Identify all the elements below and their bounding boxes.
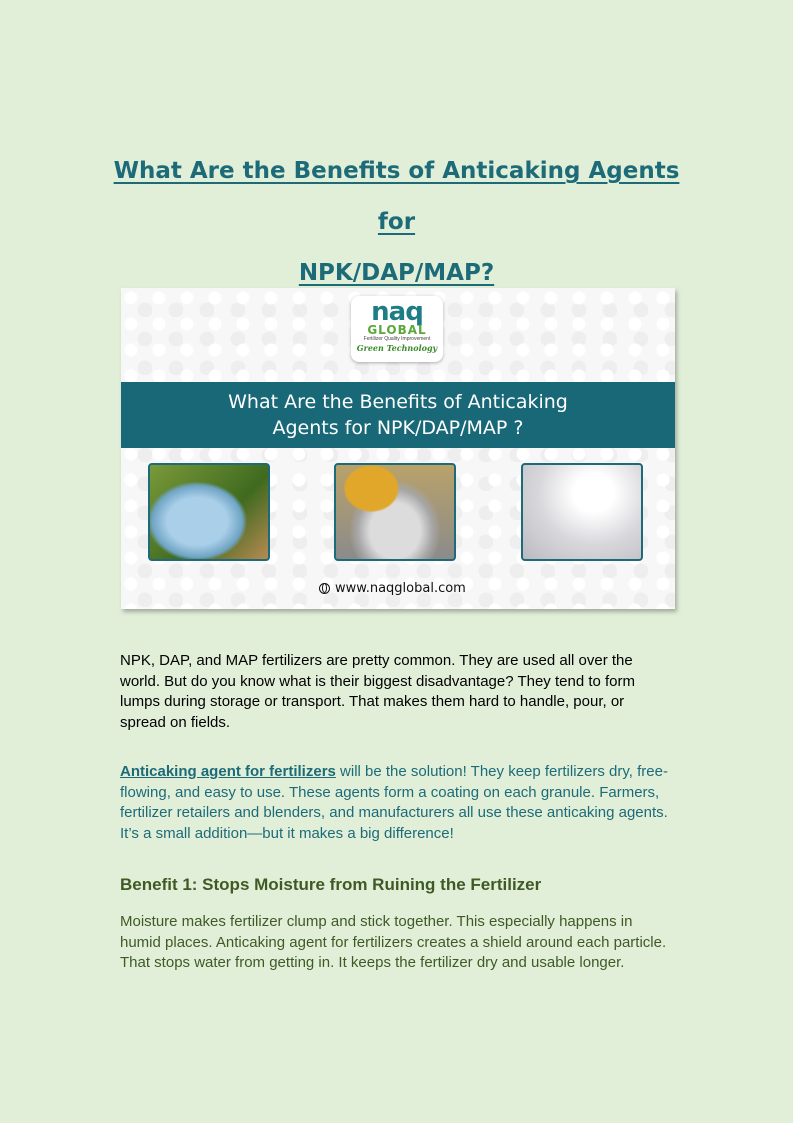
globe-icon [319,583,330,594]
banner-headline [121,382,675,448]
banner-headline-line-1: What Are the Benefits of Anticaking [228,391,568,413]
benefit-1-heading: Benefit 1: Stops Moisture from Ruining the Fertilizer [120,875,542,894]
article-banner-image [121,288,675,609]
banner-url-text: www.naqglobal.com [335,581,466,596]
page-title [100,146,693,299]
naq-global-logo [351,296,443,362]
banner-website [319,581,466,596]
logo-tagline: Fertilizer Quality Improvement [363,336,431,342]
page-title-line-2: NPK/DAP/MAP? [298,260,495,286]
grey-granules-photo [334,463,456,561]
page-title-line-1: What Are the Benefits of Anticaking Agents for [113,158,680,235]
white-powder-photo [521,463,643,561]
anticaking-agent-link[interactable]: Anticaking agent for fertilizers [120,763,336,780]
logo-sub-text: GLOBAL [367,323,427,337]
banner-headline-line-2: Agents for NPK/DAP/MAP ? [272,417,524,439]
solution-paragraph [120,762,673,845]
logo-green-technology: Green Technology [356,343,438,353]
benefit-1-paragraph: Moisture makes fertilizer clump and stick together. This especially happens in humid places. Anticaking agent for fertilizers creates a shield around each particle. That stops water from getting in. It keeps the fertilizer dry and usable longer. [120,913,667,972]
blue-fertilizer-sack-photo [148,463,270,561]
logo-main-text: naq [371,297,423,327]
intro-paragraph: NPK, DAP, and MAP fertilizers are pretty common. They are used all over the world. But do you know what is their biggest disadvantage? They tend to form lumps during storage or transport. That makes them hard to handle, pour, or spread on fields. [120,652,636,732]
solution-text: will be the solution! They keep fertilizers dry, free-flowing, and easy to use. These agents form a coating on each granule. Farmers, fertilizer retailers and blenders, and manufacturers all use these anticaking agents. It’s a small addition—but it makes a big difference! [120,763,668,843]
